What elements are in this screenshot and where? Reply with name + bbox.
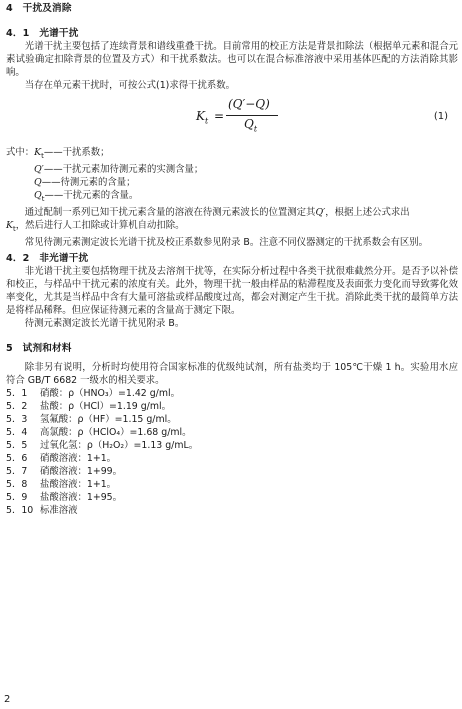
definition-row: Q′——干扰元素加待测元素的实测含量； (34, 163, 204, 175)
list-item: 5．3 氢氟酸：ρ（HF）=1.15 g/ml。 (6, 413, 177, 425)
reagent-list (6, 387, 458, 517)
formula-denominator: $Q_t$ (244, 117, 258, 134)
formula-definitions (6, 146, 458, 206)
definition-row: Q——待测元素的含量； (34, 176, 136, 188)
section-4-2-heading: 4．2 非光谱干扰 (6, 252, 89, 264)
formula-numerator: (Q′−Q) (228, 97, 270, 111)
non-spectral-interference-paragraph: 非光谱干扰主要包括物理干扰及去溶剂干扰等，在实际分析过程中各类干扰很难截然分开。是否予以补偿和校正，与样品中干扰元素的浓度有关。此外，物理干扰一般由样品的粘滞程度及表面张力变化而导致雾化效率变化，尤其是当样品中含有大量可溶盐或样品酸度过高，都会对测定产生干扰。消除此类干扰的最简单方法是将样品稀释。但应保证待测元素的含量高于测定下限。 (6, 265, 458, 316)
document-page (6, 0, 458, 517)
interference-procedure-paragraph: 通过配制一系列已知干扰元素含量的溶液在待测元素波长的位置测定其Q′，根据上述公式求出 $K_t$，然后进行人工扣除或计算机自动扣除。 (6, 206, 410, 233)
reagents-intro-paragraph: 除非另有说明，分析时均使用符合国家标准的优级纯试剂，所有盐类均于 105℃干燥 1 h。实验用水应符合 GB/T 6682 一级水的相关要求。 (6, 361, 458, 386)
definitions-intro: 式中： (6, 147, 35, 158)
page-number: 2 (4, 694, 11, 705)
formula-equals: = (214, 109, 225, 123)
list-item: 5．6 硝酸溶液：1+1。 (6, 452, 117, 464)
list-item: 5．7 硝酸溶液：1+99。 (6, 465, 122, 477)
formula-1 (6, 96, 458, 140)
list-item: 5．5 过氧化氢：ρ（H₂O₂）=1.13 g/mL。 (6, 439, 199, 451)
spectral-interference-paragraph: 光谱干扰主要包括了连续背景和谱线重叠干扰。目前常用的校正方法是背景扣除法（根据单元素和混合元素试验确定扣除背景的位置及方式）和干扰系数法。也可以在混合标准溶液中采用基体匹配的方法消除其影响。 (6, 41, 458, 78)
appendix-b-note-paragraph: 常见待测元素测定波长光谱干扰及校正系数参见附录 B。注意不同仪器测定的干扰系数会有区别。 (24, 236, 428, 248)
section-4-1-heading: 4．1 光谱干扰 (6, 28, 79, 39)
section-4-heading: 4 干扰及消除 (6, 3, 72, 14)
fraction-bar (226, 115, 278, 116)
list-item: 5．10 标准溶液 (6, 504, 78, 516)
single-element-interference-paragraph: 当存在单元素干扰时，可按公式(1)求得干扰系数。 (24, 80, 235, 91)
list-item: 5．1 硝酸：ρ（HNO₃）=1.42 g/ml。 (6, 387, 180, 399)
formula-number: (1) (433, 111, 448, 122)
definition-row: 式中：$K_t——$干扰系数； (6, 147, 110, 160)
list-item: 5．9 盐酸溶液：1+95。 (6, 491, 122, 503)
list-item: 5．2 盐酸：ρ（HCl）=1.19 g/ml。 (6, 400, 171, 412)
wavelength-appendix-paragraph: 待测元素测定波长光谱干扰见附录 B。 (24, 317, 185, 329)
definition-row: $Q_t——$干扰元素的含量。 (34, 189, 139, 203)
list-item: 5．4 高氯酸：ρ（HClO₄）=1.68 g/ml。 (6, 426, 192, 438)
section-5-heading: 5 试剂和材料 (6, 342, 72, 354)
formula-lhs: $K_t$ (196, 109, 209, 126)
list-item: 5．8 盐酸溶液：1+1。 (6, 478, 117, 490)
